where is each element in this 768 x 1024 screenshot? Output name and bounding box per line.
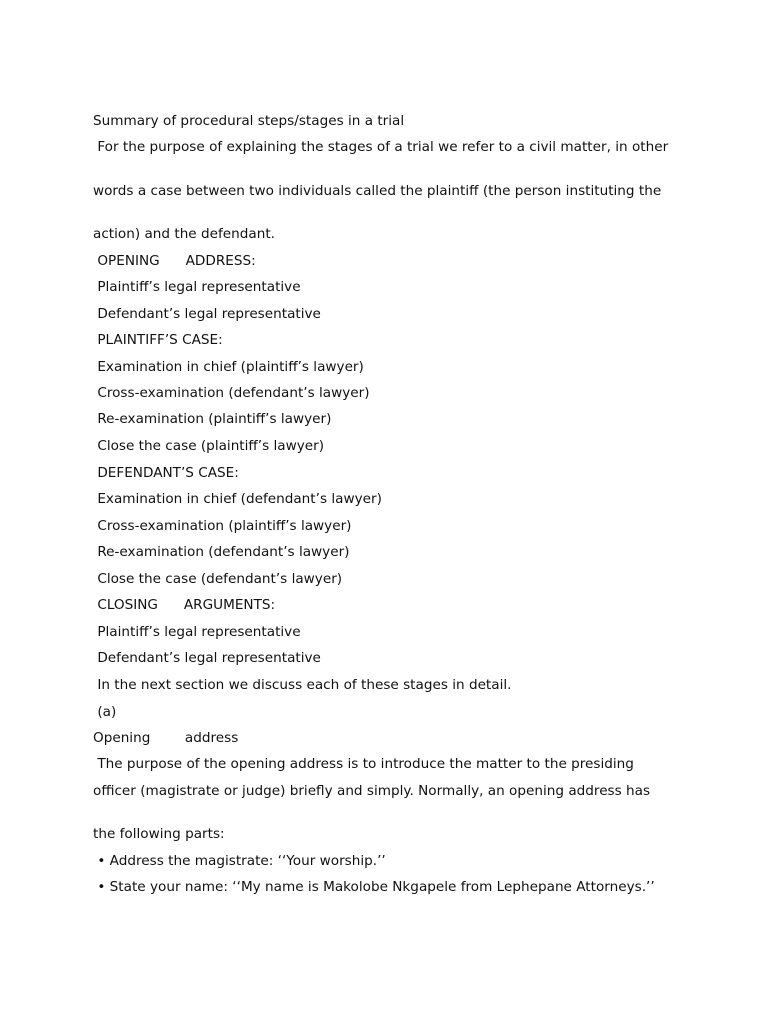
list-item: Cross-examination (plaintiff’s lawyer) [93,518,352,534]
list-item: Close the case (plaintiff’s lawyer) [93,438,325,454]
list-item: Defendant’s legal representative [93,650,321,666]
section-heading: PLAINTIFF’S CASE: [93,332,223,348]
bullet-item: • State your name: ‘‘My name is Makolobe Nkgapele from Lephepane Attorneys.’’ [93,879,655,895]
paragraph-line: words a case between two individuals called the plaintiff (the person instituting the [93,183,662,199]
paragraph-line: officer (magistrate or judge) briefly and simply. Normally, an opening address has [93,783,651,799]
list-item: Plaintiff’s legal representative [93,279,301,295]
list-item: Examination in chief (defendant’s lawyer) [93,491,382,507]
list-item: Cross-examination (defendant’s lawyer) [93,385,370,401]
bullet-item: • Address the magistrate: ‘‘Your worship.’’ [93,853,386,869]
list-item: Re-examination (plaintiff’s lawyer) [93,411,332,427]
section-heading: CLOSING ARGUMENTS: [93,597,276,613]
list-item: Examination in chief (plaintiff’s lawyer) [93,359,364,375]
list-item: Defendant’s legal representative [93,306,321,322]
document-title: Summary of procedural steps/stages in a trial [93,113,405,129]
paragraph-line: For the purpose of explaining the stages of a trial we refer to a civil matter, in other [93,139,669,155]
list-item: Re-examination (defendant’s lawyer) [93,544,350,560]
section-heading: DEFENDANT’S CASE: [93,465,239,481]
list-item: Close the case (defendant’s lawyer) [93,571,343,587]
paragraph-line: action) and the defendant. [93,226,275,242]
paragraph-line: the following parts: [93,826,225,842]
paragraph-line: In the next section we discuss each of these stages in detail. [93,677,512,693]
subsection-marker: (a) [93,704,117,720]
paragraph-line: The purpose of the opening address is to introduce the matter to the presiding [93,756,634,772]
section-heading: OPENING ADDRESS: [93,253,256,269]
subsection-heading: Opening address [93,730,239,746]
list-item: Plaintiff’s legal representative [93,624,301,640]
